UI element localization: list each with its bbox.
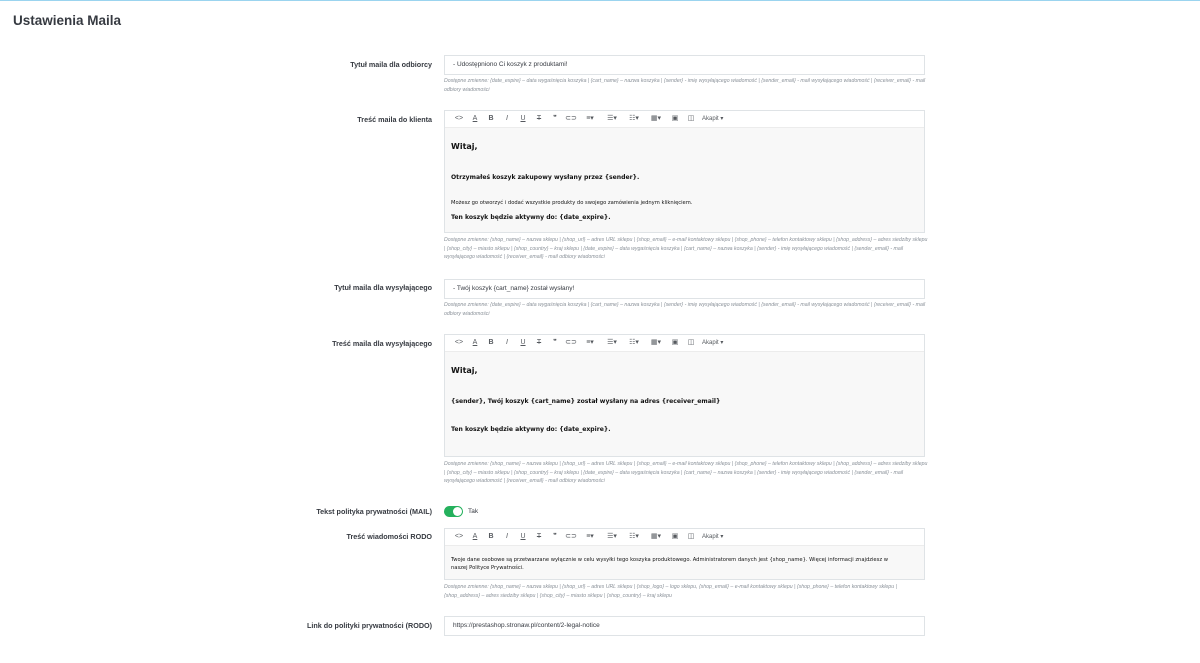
- email-heading: Witaj,: [451, 142, 478, 151]
- email-heading: Witaj,: [451, 366, 478, 375]
- strikethrough-icon[interactable]: T: [536, 339, 542, 346]
- italic-icon[interactable]: I: [506, 533, 508, 540]
- link-icon[interactable]: ⊂⊃: [565, 533, 577, 540]
- underline-icon[interactable]: U: [520, 339, 526, 346]
- bold-icon[interactable]: B: [488, 533, 494, 540]
- align-icon[interactable]: ≡▾: [586, 115, 594, 122]
- underline-icon[interactable]: U: [520, 533, 526, 540]
- italic-icon[interactable]: I: [506, 339, 508, 346]
- page-title: Ustawienia Maila: [13, 13, 122, 28]
- email-line: Otrzymałeś koszyk zakupowy wysłany przez {sender}.: [451, 174, 640, 181]
- numbered-list-icon[interactable]: ☷▾: [629, 339, 639, 346]
- format-select[interactable]: Akapit ▾: [702, 534, 724, 540]
- media-icon[interactable]: ◫: [687, 115, 695, 122]
- table-icon[interactable]: ▦▾: [650, 533, 662, 540]
- media-icon[interactable]: ◫: [687, 339, 695, 346]
- strikethrough-icon[interactable]: T: [536, 533, 542, 540]
- recipient-subject-help: Dostępne zmienne: {date_expire} – data wygaśnięcia koszyka | {cart_name} – nazwa koszyka | {sender} - imię wysyłającego wiadomość | {sender_email} - mail wysyłającego wiadomość | {receiver_email} - mail odbiory wiadomości: [444, 78, 926, 93]
- email-line: Ten koszyk będzie aktywny do: {date_expire}.: [451, 426, 611, 433]
- privacy-toggle-label: Tekst polityka prywatności (MAIL): [316, 507, 432, 516]
- privacy-toggle-state: Tak: [468, 508, 479, 515]
- sender-subject-input[interactable]: - Twój koszyk {cart_name} został wysłany!: [444, 279, 925, 299]
- italic-icon[interactable]: I: [506, 115, 508, 122]
- blockquote-icon[interactable]: ❞: [553, 115, 557, 122]
- format-select[interactable]: Akapit ▾: [702, 116, 724, 122]
- rodo-text: Twoje dane osobowe są przetwarzane wyłącznie w celu wysyłki tego koszyka produktowego. Administratorem danych jest {shop_name}. Więcej informacji znajdziesz w naszej Polityce Prywatności.: [451, 557, 888, 571]
- bullet-list-icon[interactable]: ☰▾: [607, 339, 617, 346]
- sender-body-help: Dostępne zmienne: {shop_name} – nazwa sklepu | {shop_url} – adres URL sklepu | {shop_email} – e-mail kontaktowy sklepu | {shop_phone} – telefon kontaktowy sklepu | {shop_address} – adres siedziby sklepu | {shop_city} – miasto sklepu | {shop_country} – kraj sklepu | {date_expire} – data wygaśnięcia koszyka | {cart_name} – nazwa koszyka | {sender} - imię wysyłającego wiadomość | {sender_email} - mail wysyłającego wiadomość | {receiver_email} - mail odbiory wiadomości: [444, 461, 928, 485]
- sender-body-label: Treść maila dla wysyłającego: [332, 339, 432, 348]
- rodo-body-help: Dostępne zmienne: {shop_name} – nazwa sklepu | {shop_url} – adres URL sklepu | {shop_logo} – logo sklepu, {shop_email} – e-mail kontaktowy sklepu | {shop_phone} – telefon kontaktowy sklepu | {shop_address} – adres siedziby sklepu | {shop_city} – miasto sklepu | {shop_country} – kraj sklepu: [444, 584, 897, 599]
- strikethrough-icon[interactable]: T: [536, 115, 542, 122]
- text-color-icon[interactable]: A: [472, 533, 478, 540]
- align-icon[interactable]: ≡▾: [586, 339, 594, 346]
- bullet-list-icon[interactable]: ☰▾: [607, 115, 617, 122]
- privacy-link-input[interactable]: https://prestashop.stronaw.pl/content/2-legal-notice: [444, 616, 925, 636]
- table-icon[interactable]: ▦▾: [650, 115, 662, 122]
- numbered-list-icon[interactable]: ☷▾: [629, 533, 639, 540]
- image-icon[interactable]: ▣: [671, 115, 679, 122]
- image-icon[interactable]: ▣: [671, 533, 679, 540]
- editor-toolbar: [445, 529, 924, 546]
- email-line: Możesz go otworzyć i dodać wszystkie produkty do swojego zamówienia jednym kliknięciem.: [451, 200, 693, 206]
- underline-icon[interactable]: U: [520, 115, 526, 122]
- image-icon[interactable]: ▣: [671, 339, 679, 346]
- editor-toolbar: [445, 111, 924, 128]
- blockquote-icon[interactable]: ❞: [553, 339, 557, 346]
- link-icon[interactable]: ⊂⊃: [565, 115, 577, 122]
- bullet-list-icon[interactable]: ☰▾: [607, 533, 617, 540]
- email-line: Ten koszyk będzie aktywny do: {date_expire}.: [451, 214, 611, 221]
- email-line: {sender}, Twój koszyk {cart_name} został wysłany na adres {receiver_email}: [451, 398, 721, 405]
- text-color-icon[interactable]: A: [472, 115, 478, 122]
- bold-icon[interactable]: B: [488, 115, 494, 122]
- client-body-label: Treść maila do klienta: [357, 115, 432, 124]
- recipient-subject-input[interactable]: - Udostępniono Ci koszyk z produktami!: [444, 55, 925, 75]
- source-code-icon[interactable]: <>: [454, 339, 464, 346]
- client-body-help: Dostępne zmienne: {shop_name} – nazwa sklepu | {shop_url} – adres URL sklepu | {shop_email} – e-mail kontaktowy sklepu | {shop_phone} – telefon kontaktowy sklepu | {shop_address} – adres siedziby sklepu | {shop_city} – miasto sklepu | {shop_country} – kraj sklepu | {date_expire} – data wygaśnięcia koszyka | {cart_name} – nazwa koszyka | {sender} - imię wysyłającego wiadomość | {sender_email} - mail wysyłającego wiadomość | {receiver_email} - mail odbiory wiadomości: [444, 237, 928, 261]
- toggle-knob: [453, 507, 462, 516]
- text-color-icon[interactable]: A: [472, 339, 478, 346]
- client-body-editor[interactable]: [444, 110, 925, 233]
- privacy-toggle-switch[interactable]: [444, 506, 463, 517]
- source-code-icon[interactable]: <>: [454, 533, 464, 540]
- blockquote-icon[interactable]: ❞: [553, 533, 557, 540]
- sender-subject-label: Tytuł maila dla wysyłającego: [334, 283, 432, 292]
- editor-toolbar: [445, 335, 924, 352]
- source-code-icon[interactable]: <>: [454, 115, 464, 122]
- media-icon[interactable]: ◫: [687, 533, 695, 540]
- privacy-link-label: Link do polityki prywatności (RODO): [307, 621, 432, 630]
- link-icon[interactable]: ⊂⊃: [565, 339, 577, 346]
- table-icon[interactable]: ▦▾: [650, 339, 662, 346]
- numbered-list-icon[interactable]: ☷▾: [629, 115, 639, 122]
- format-select[interactable]: Akapit ▾: [702, 340, 724, 346]
- rodo-body-label: Treść wiadomości RODO: [346, 532, 432, 541]
- bold-icon[interactable]: B: [488, 339, 494, 346]
- recipient-subject-label: Tytuł maila dla odbiorcy: [350, 60, 432, 69]
- sender-subject-help: Dostępne zmienne: {date_expire} – data wygaśnięcia koszyka | {cart_name} – nazwa koszyka | {sender} - imię wysyłającego wiadomość | {sender_email} - mail wysyłającego wiadomość | {receiver_email} - mail odbiory wiadomości: [444, 302, 926, 317]
- align-icon[interactable]: ≡▾: [586, 533, 594, 540]
- sender-body-editor[interactable]: [444, 334, 925, 457]
- rodo-body-editor[interactable]: [444, 528, 925, 580]
